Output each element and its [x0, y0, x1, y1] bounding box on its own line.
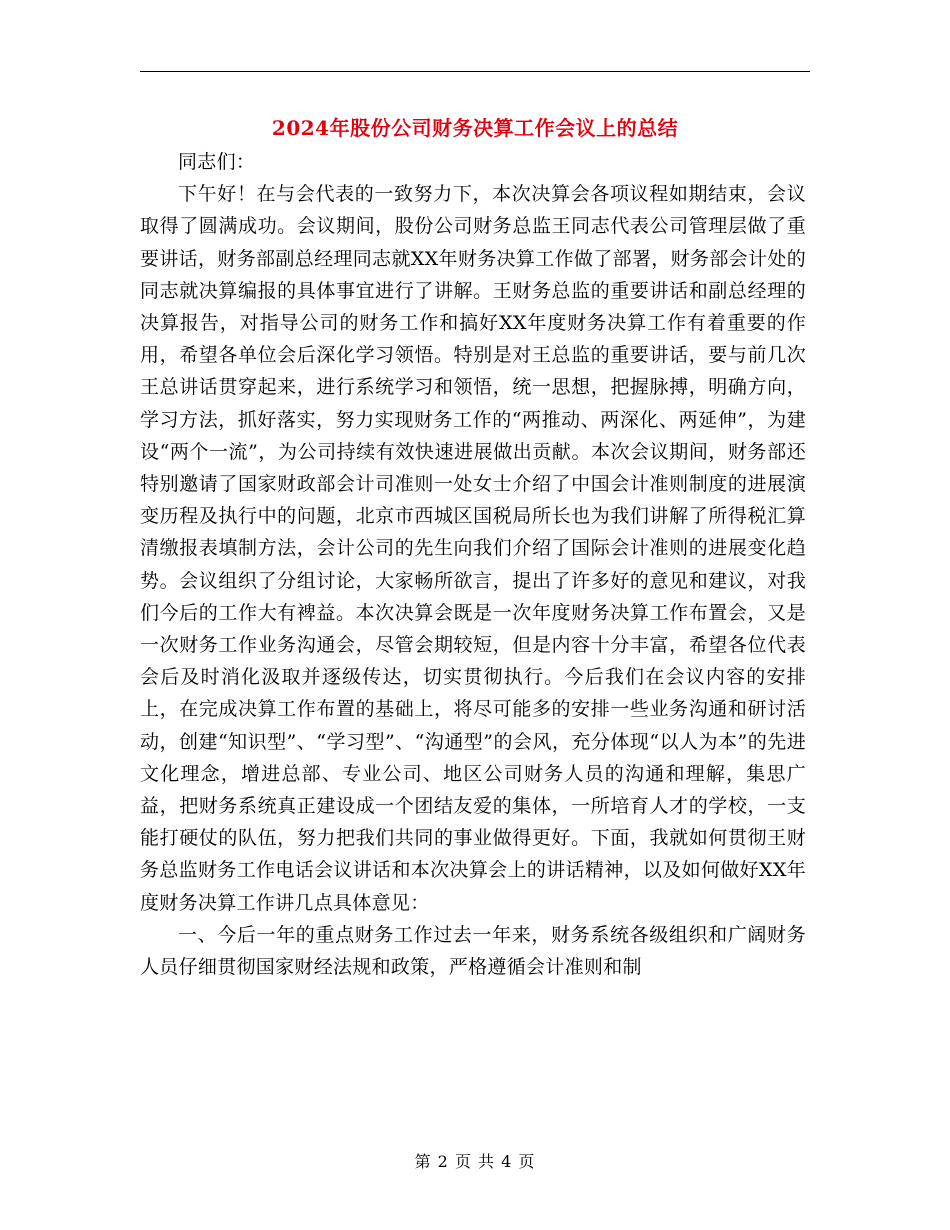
page-number-footer: 第 2 页 共 4 页 [414, 1152, 536, 1171]
body-paragraph-2: 一、今后一年的重点财务工作过去一年来，财务系统各级组织和广阔财务人员仔细贯彻国家财经法规和政策，严格遵循会计准则和制 [140, 923, 806, 979]
document-title: 2024年股份公司财务决算工作会议上的总结 [271, 116, 679, 140]
body-paragraph-1: 下午好！在与会代表的一致努力下，本次决算会各项议程如期结束，会议取得了圆满成功。会议期间，股份公司财务总监王同志代表公司管理层做了重要讲话，财务部副总经理同志就XX年财务决算工作做了部署，财务部会计处的同志就决算编报的具体事宜进行了讲解。王财务总监的重要讲话和副总经理的决算报告，对指导公司的财务工作和搞好XX年度财务决算工作有着重要的作用，希望各单位会后深化学习领悟。特别是对王总监的重要讲话，要与前几次王总讲话贯穿起来，进行系统学习和领悟，统一思想，把握脉搏，明确方向，学习方法，抓好落实，努力实现财务工作的“两推动、两深化、两延伸”，为建设“两个一流”，为公司持续有效快速进展做出贡献。本次会议期间，财务部还特别邀请了国家财政部会计司准则一处女士介绍了中国会计准则制度的进展演变历程及执行中的问题，北京市西城区国税局所长也为我们讲解了所得税汇算清缴报表填制方法，会计公司的先生向我们介绍了国际会计准则的进展变化趋势。会议组织了分组讨论，大家畅所欲言，提出了许多好的意见和建议，对我们今后的工作大有裨益。本次决算会既是一次年度财务决算工作布置会，又是一次财务工作业务沟通会，尽管会期较短，但是内容十分丰富，希望各位代表会后及时消化汲取并逐级传达，切实贯彻执行。今后我们在会议内容的安排上，在完成决算工作布置的基础上，将尽可能多的安排一些业务沟通和研讨活动，创建“知识型”、“学习型”、“沟通型”的会风，充分体现“以人为本”的先进文化理念，增进总部、专业公司、地区公司财务人员的沟通和理解，集思广益，把财务系统真正建设成一个团结友爱的集体，一所培育人才的学校，一支能打硬仗的队伍，努力把我们共同的事业做得更好。下面，我就如何贯彻王财务总监财务工作电话会议讲话和本次决算会上的讲话精神，以及如何做好XX年度财务决算工作讲几点具体意见： [140, 183, 806, 914]
salutation: 同志们： [178, 151, 256, 173]
document-body [140, 146, 806, 983]
header-rule [140, 71, 810, 72]
